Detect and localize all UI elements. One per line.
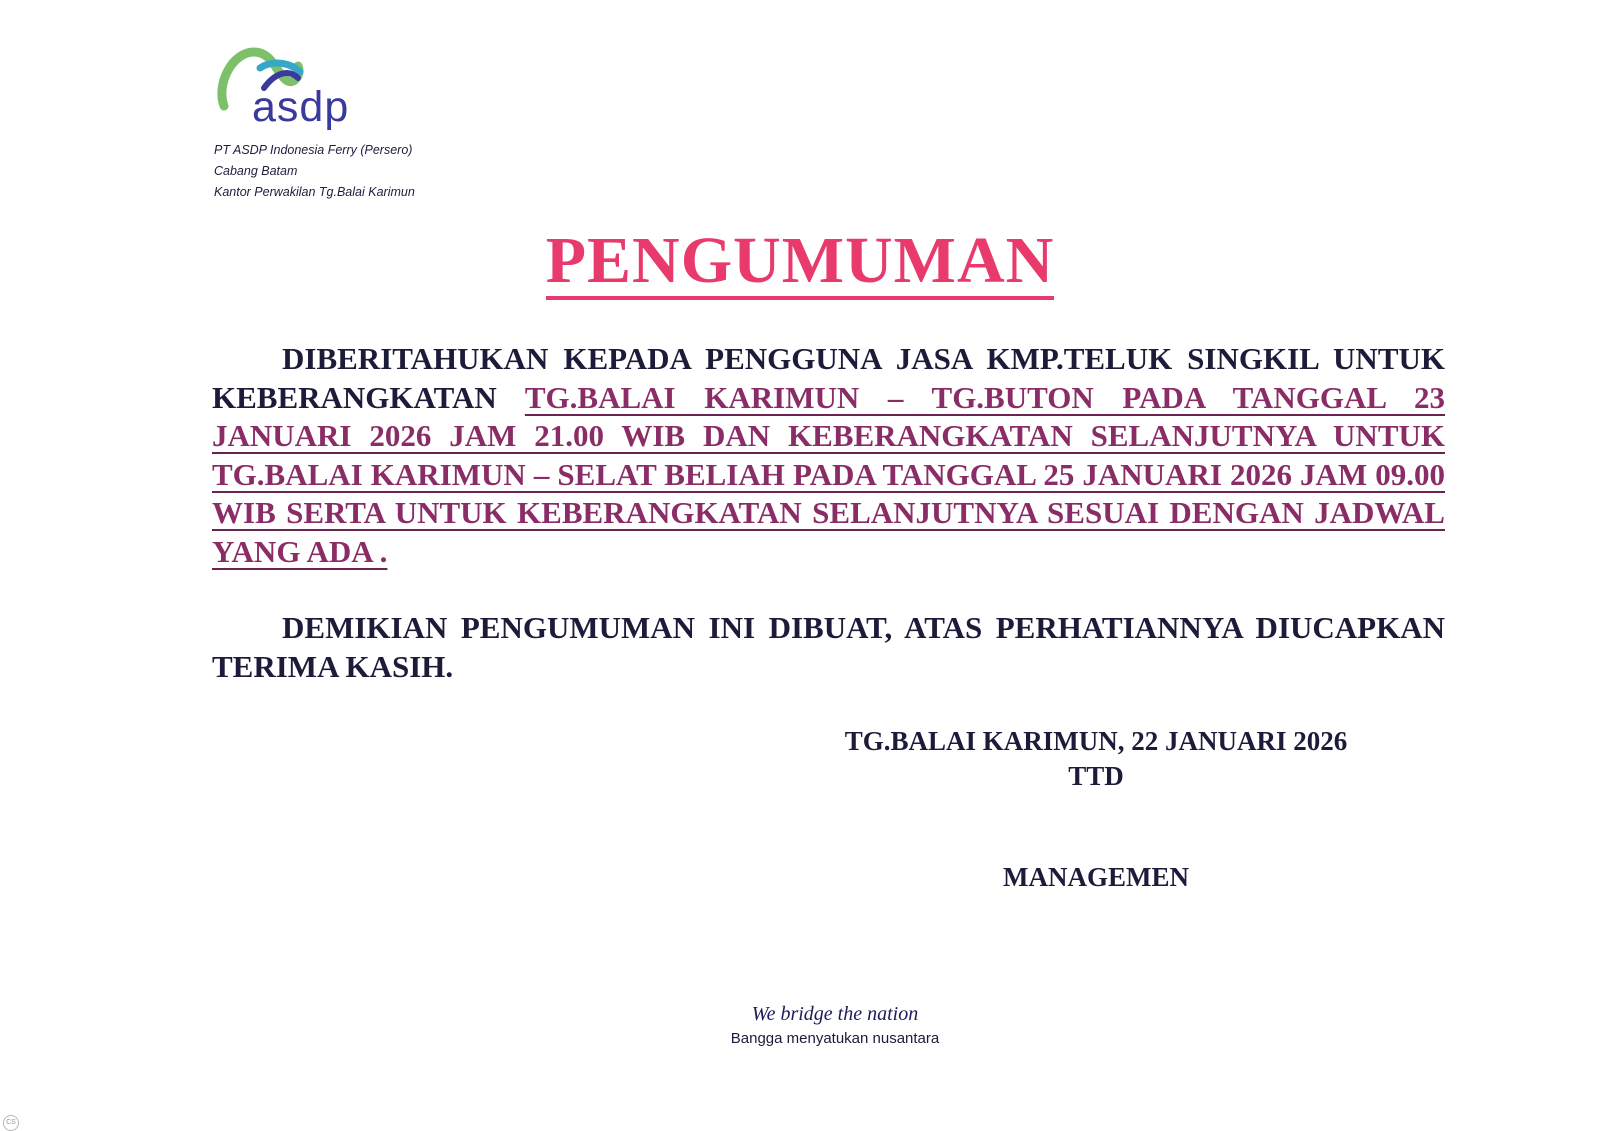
- closing-paragraph: DEMIKIAN PENGUMUMAN INI DIBUAT, ATAS PERHATIANNYA DIUCAPKAN TERIMA KASIH.: [212, 610, 1445, 684]
- company-name: PT ASDP Indonesia Ferry (Persero): [214, 143, 413, 157]
- signature-place-date: TG.BALAI KARIMUN, 22 JANUARI 2026: [844, 726, 1348, 756]
- signature-ttd: TTD: [1068, 761, 1124, 791]
- signature-signer: MANAGEMEN: [1003, 862, 1189, 892]
- logo-wordmark: asdp: [252, 83, 350, 131]
- announcement-title: PENGUMUMAN: [546, 228, 1055, 300]
- company-branch: Cabang Batam: [214, 164, 298, 178]
- asdp-logo: [214, 44, 364, 144]
- announcement-paragraph-2: [212, 609, 1445, 686]
- footer-tagline: We bridge the nation: [751, 1003, 919, 1025]
- paragraph1-intro: DIBERITAHUKAN KEPADA PENGGUNA JASA KMP.TELUK SINGKIL UNTUK KEBERANGKATAN: [212, 341, 1445, 415]
- footer-subtagline: Bangga menyatukan nusantara: [730, 1030, 940, 1047]
- company-info: [214, 140, 415, 203]
- scanner-watermark-icon: CS: [3, 1115, 19, 1131]
- announcement-paragraph-1: [212, 340, 1445, 571]
- announcement-title-wrap: [0, 224, 1600, 300]
- company-office: Kantor Perwakilan Tg.Balai Karimun: [214, 185, 415, 199]
- paragraph1-schedule-highlight: TG.BALAI KARIMUN – TG.BUTON PADA TANGGAL 23 JANUARI 2026 JAM 21.00 WIB DAN KEBERANGKATAN SELANJUTNYA UNTUK TG.BALAI KARIMUN – SELAT BELIAH PADA TANGGAL 25 JANUARI 2026 JAM 09.00 WIB SERTA UNTUK KEBERANGKATAN SELANJUTNYA SESUAI DENGAN JADWAL YANG ADA .: [212, 379, 1445, 569]
